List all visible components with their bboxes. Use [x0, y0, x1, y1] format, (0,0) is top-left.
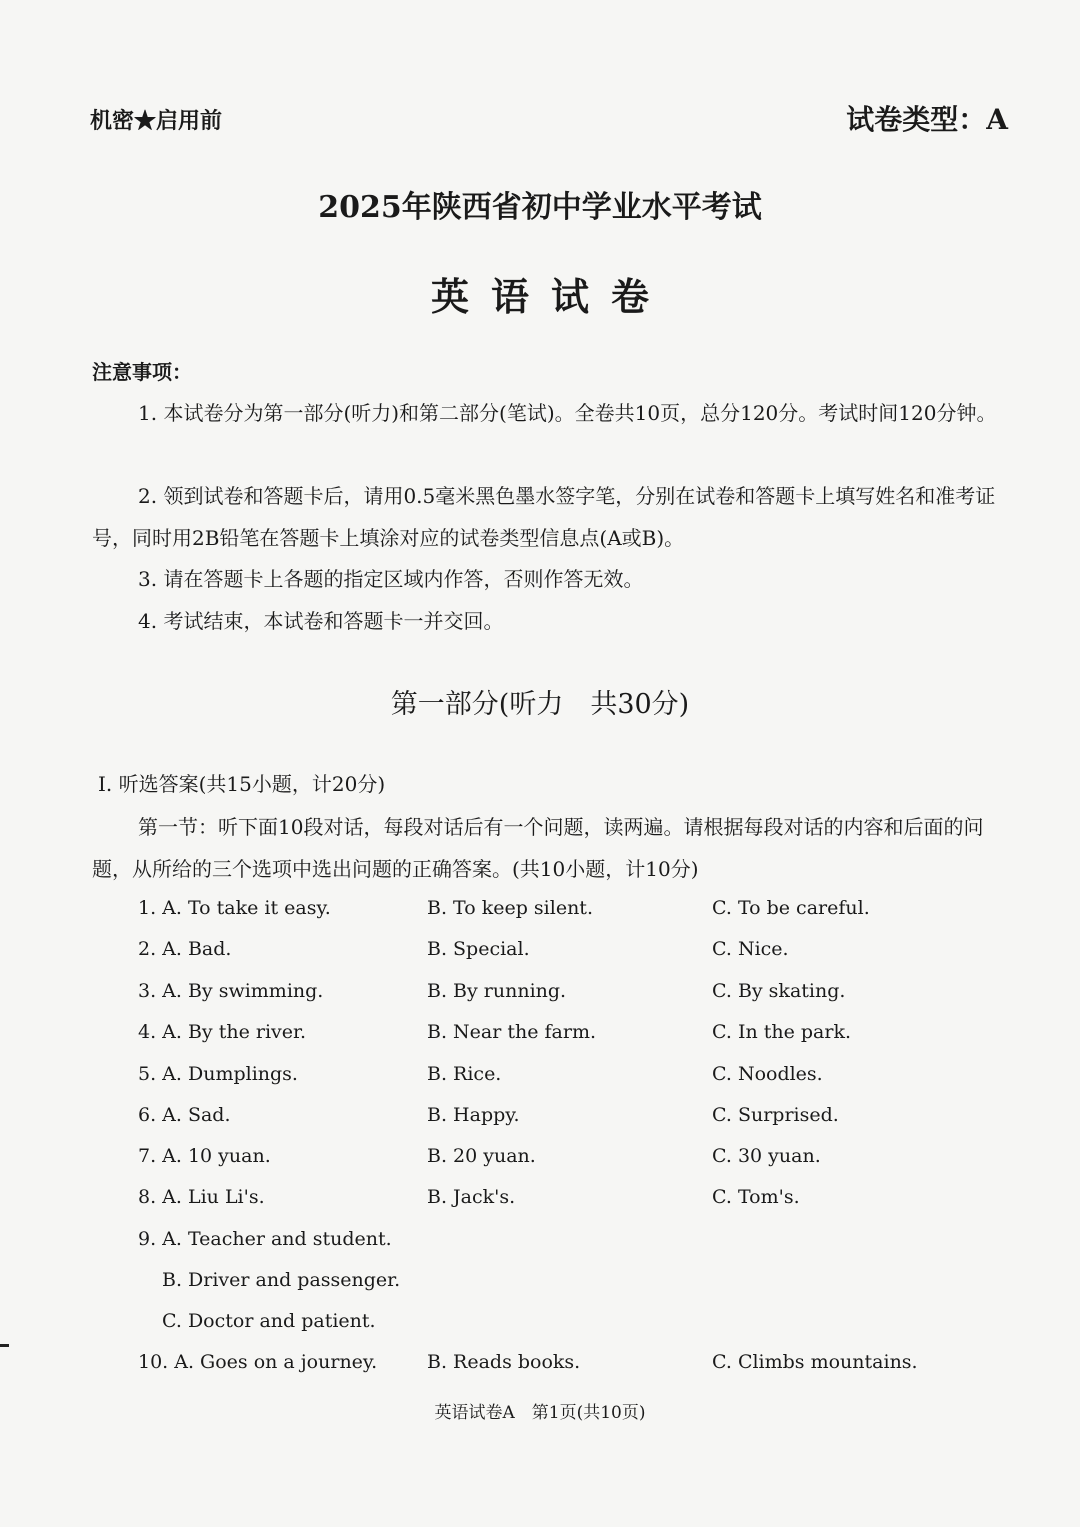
- question-4-option-b: B. Near the farm.: [427, 1021, 597, 1043]
- question-6-option-a: 6. A. Sad.: [138, 1104, 231, 1126]
- question-3-option-b: B. By running.: [427, 980, 567, 1002]
- question-5-option-a: 5. A. Dumplings.: [138, 1063, 298, 1085]
- confidential-label: 机密★启用前: [90, 108, 223, 134]
- question-1-option-a: 1. A. To take it easy.: [138, 897, 331, 919]
- notice-heading: 注意事项：: [92, 360, 192, 384]
- question-5-option-b: B. Rice.: [427, 1063, 502, 1085]
- question-2-option-b: B. Special.: [427, 938, 530, 960]
- question-9-option-c: C. Doctor and patient.: [162, 1310, 376, 1332]
- question-1-option-b: B. To keep silent.: [427, 897, 593, 919]
- question-2-option-a: 2. A. Bad.: [138, 938, 232, 960]
- notice-item-text: 2. 领到试卷和答题卡后，请用0.5毫米黑色墨水签字笔，分别在试卷和答题卡上填写姓名和准考证号，同时用2B铅笔在答题卡上填涂对应的试卷类型信息点(A或B)。: [92, 484, 996, 550]
- question-7-option-a: 7. A. 10 yuan.: [138, 1145, 271, 1167]
- question-6-option-c: C. Surprised.: [712, 1104, 839, 1126]
- notice-item: [92, 600, 1010, 642]
- paper-type-label: 试卷类型：A: [846, 103, 1008, 136]
- question-2-option-c: C. Nice.: [712, 938, 789, 960]
- notice-item: [92, 475, 1010, 559]
- notice-item-text: 3. 请在答题卡上各题的指定区域内作答，否则作答无效。: [138, 567, 644, 591]
- notice-item-text: 4. 考试结束，本试卷和答题卡一并交回。: [138, 609, 504, 633]
- question-3-option-a: 3. A. By swimming.: [138, 980, 324, 1002]
- notice-item-text: 1. 本试卷分为第一部分(听力)和第二部分(笔试)。全卷共10页，总分120分。考试时间120分钟。: [138, 401, 997, 425]
- notice-item: [92, 392, 1010, 434]
- question-9-option-a: 9. A. Teacher and student.: [138, 1228, 392, 1250]
- question-7-option-c: C. 30 yuan.: [712, 1145, 821, 1167]
- page-footer: 英语试卷A 第1页(共10页): [434, 1403, 646, 1423]
- notice-item: [92, 558, 1010, 600]
- question-3-option-c: C. By skating.: [712, 980, 846, 1002]
- question-8-option-c: C. Tom's.: [712, 1186, 800, 1208]
- question-10-option-a: 10. A. Goes on a journey.: [138, 1351, 378, 1373]
- question-10-option-c: C. Climbs mountains.: [712, 1351, 918, 1373]
- question-4-option-a: 4. A. By the river.: [138, 1021, 307, 1043]
- subsection-intro-text: 第一节：听下面10段对话，每段对话后有一个问题，读两遍。请根据每段对话的内容和后面的问题，从所给的三个选项中选出问题的正确答案。(共10小题，计10分): [92, 815, 984, 881]
- subject-title: 英语试卷: [430, 274, 671, 319]
- part-heading: 第一部分(听力 共30分): [390, 689, 690, 720]
- question-1-option-c: C. To be careful.: [712, 897, 870, 919]
- question-5-option-c: C. Noodles.: [712, 1063, 823, 1085]
- question-8-option-a: 8. A. Liu Li's.: [138, 1186, 265, 1208]
- question-9-option-b: B. Driver and passenger.: [162, 1269, 401, 1291]
- question-8-option-b: B. Jack's.: [427, 1186, 516, 1208]
- question-6-option-b: B. Happy.: [427, 1104, 520, 1126]
- question-4-option-c: C. In the park.: [712, 1021, 852, 1043]
- section-heading: Ⅰ. 听选答案(共15小题，计20分): [98, 772, 386, 796]
- question-7-option-b: B. 20 yuan.: [427, 1145, 536, 1167]
- question-10-option-b: B. Reads books.: [427, 1351, 581, 1373]
- exam-title: 2025年陕西省初中学业水平考试: [318, 190, 762, 225]
- scan-edge-mark: [0, 1344, 9, 1347]
- subsection-intro: [92, 806, 1010, 890]
